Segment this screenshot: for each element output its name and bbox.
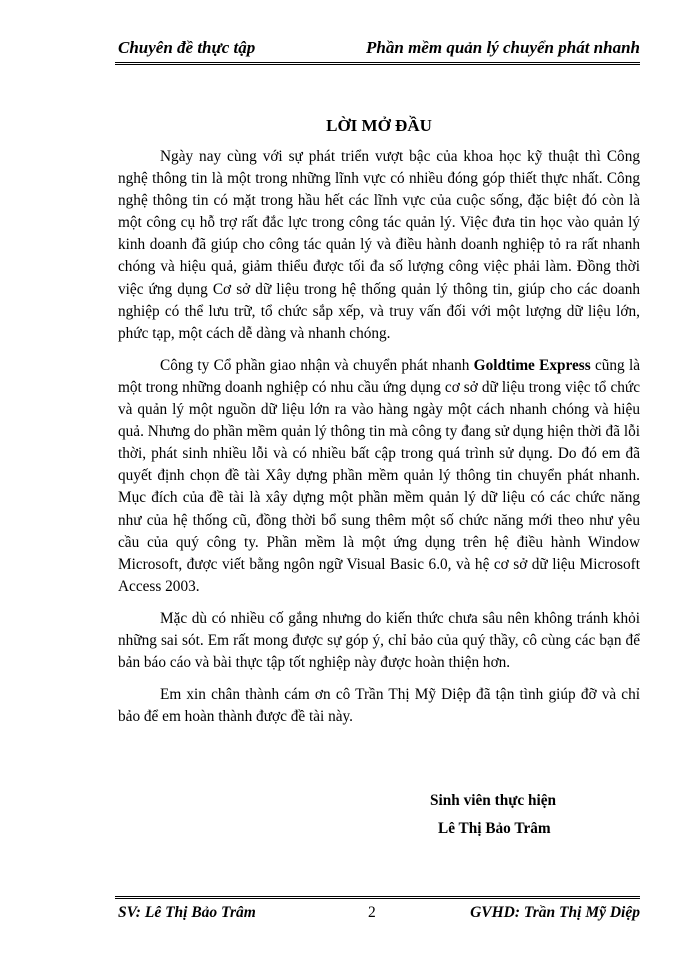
paragraph-2-start: Công ty Cổ phần giao nhận và chuyển phát nhanh — [160, 356, 474, 374]
header-rule — [115, 62, 640, 65]
footer-student: SV: Lê Thị Bảo Trâm — [118, 904, 256, 921]
header-course-title: Chuyên đề thực tập — [118, 38, 256, 57]
footer-advisor: GVHD: Trần Thị Mỹ Diệp — [470, 904, 640, 921]
page-number: 2 — [368, 904, 376, 921]
paragraph-3: Mặc dù có nhiều cố gắng nhưng do kiến thức chưa sâu nên không tránh khỏi những sai sót. Em rất mong được sự góp ý, chỉ bảo của quý thầy, cô cùng các bạn để bản báo cáo và bài thực tập tốt nghiệp này được hoàn thiện hơn. — [118, 609, 640, 672]
paragraph-1: Ngày nay cùng với sự phát triển vượt bậc của khoa học kỹ thuật thì Công nghệ thông tin là một trong những lĩnh vực có nhiều đóng góp thiết thực nhất. Công nghệ thông tin có mặt trong hầu hết các lĩnh vực của cuộc sống, đặc biệt đó còn là một công cụ hỗ trợ rất đắc lực trong công tác quản lý. Việc đưa tin học vào quản lý kinh doanh đã giúp cho công tác quản lý và điều hành doanh nghiệp tỏ ra rất nhanh chóng và hiệu quả, giảm thiểu được tối đa số lượng công việc phải làm. Đồng thời việc ứng dụng Cơ sở dữ liệu trong hệ thống quản lý thông tin, giúp cho các doanh nghiệp có thể lưu trữ, tổ chức sắp xếp, và truy vấn đối với một lượng dữ liệu lớn, phức tạp, một cách dễ dàng và nhanh chóng. — [118, 148, 640, 342]
signature-name: Lê Thị Bảo Trâm — [438, 820, 551, 837]
page-header — [118, 38, 640, 58]
paragraph-4: Em xin chân thành cám ơn cô Trần Thị Mỹ Diệp đã tận tình giúp đỡ và chỉ bảo để em hoàn thành được đề tài này. — [118, 686, 640, 726]
footer-rule — [115, 896, 640, 899]
paragraph-2-rest: cũng là một trong những doanh nghiệp có nhu cầu ứng dụng cơ sở dữ liệu trong việc tổ chức và quản lý một nguồn dữ liệu lớn ra vào hàng ngày một cách nhanh chóng và hiệu quả. Nhưng do phần mềm quản lý thông tin mà công ty đang sử dụng hiện thời đã lỗi thời, phát sinh nhiều lỗi và có nhiều bất cập trong quá trình sử dụng. Do đó em đã quyết định chọn đề tài Xây dựng phần mềm quản lý thông tin chuyển phát nhanh. Mục đích của đề tài là xây dựng một phần mềm quản lý dữ liệu có các chức năng như của hệ thống cũ, đồng thời bổ sung thêm một số chức năng mới theo như yêu cầu của quý công ty. Phần mềm là một ứng dụng trên hệ điều hành Window Microsoft, được viết bằng ngôn ngữ Visual Basic 6.0, và hệ cơ sở dữ liệu Microsoft Access 2003. — [118, 356, 640, 595]
paragraph-2 — [118, 355, 640, 598]
company-name: Goldtime Express — [473, 356, 591, 374]
signature-role: Sinh viên thực hiện — [430, 792, 557, 809]
body-text — [118, 146, 640, 738]
page-title: LỜI MỞ ĐẦU — [326, 116, 432, 135]
header-project-title: Phần mềm quản lý chuyển phát nhanh — [366, 38, 640, 57]
